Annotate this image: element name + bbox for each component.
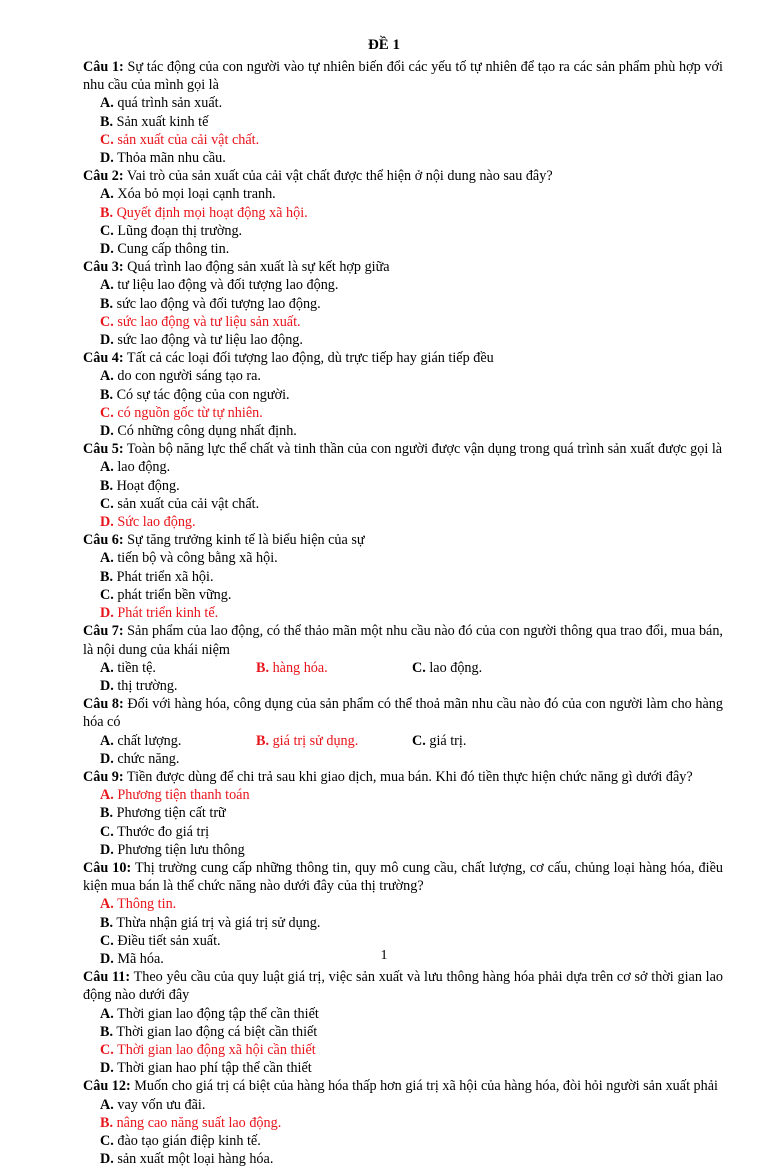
option-text: chức năng. <box>117 750 180 767</box>
option-letter: B. <box>100 568 114 585</box>
question-text: Quá trình lao động sản xuất là sự kết hợp giữa <box>127 259 390 276</box>
option-text: tiến bộ và công bằng xã hội. <box>117 550 278 567</box>
option-letter: A. <box>100 459 114 476</box>
option-text: giá trị. <box>429 732 467 749</box>
answer-option-c <box>100 1041 723 1059</box>
answer-option-b <box>100 477 412 495</box>
option-text: sản xuất của cải vật chất. <box>117 131 260 148</box>
question-stem <box>83 768 723 786</box>
answer-option-b <box>256 732 412 750</box>
option-text: hàng hóa. <box>272 659 328 676</box>
question-text: Tiền được dùng để chi trả sau khi giao dịch, mua bán. Khi đó tiền thực hiện chức năng gì dưới đây? <box>126 768 693 785</box>
option-letter: C. <box>100 932 114 949</box>
answer-option-a <box>100 367 412 385</box>
option-letter: D. <box>100 1151 114 1168</box>
option-letter: D. <box>100 150 114 167</box>
answer-option-c <box>100 131 412 149</box>
question-stem <box>83 695 723 731</box>
question-list <box>83 58 723 1168</box>
option-text: Thỏa mãn nhu cầu. <box>117 150 226 167</box>
question-label: Câu 11: <box>83 969 131 986</box>
question-label: Câu 6: <box>83 532 124 549</box>
question-11 <box>83 968 723 1077</box>
answer-options <box>83 94 723 167</box>
option-text: sản xuất một loại hàng hóa. <box>117 1151 274 1168</box>
answer-option-c <box>100 404 412 422</box>
option-letter: D. <box>100 423 114 440</box>
question-text: Muốn cho giá trị cá biệt của hàng hóa thấp hơn giá trị xã hội của hàng hóa, đòi hỏi người sản xuất phải <box>134 1078 718 1095</box>
option-letter: D. <box>100 950 114 967</box>
question-2 <box>83 167 723 258</box>
question-1 <box>83 58 723 167</box>
option-text: Phương tiện cất trữ <box>116 805 226 822</box>
option-letter: D. <box>100 605 114 622</box>
option-text: Thời gian lao động cá biệt cần thiết <box>116 1023 318 1040</box>
answer-option-a <box>100 732 256 750</box>
option-text: Cung cấp thông tin. <box>117 241 230 258</box>
option-text: Phát triển kinh tế. <box>117 605 219 622</box>
option-text: Thừa nhận giá trị và giá trị sử dụng. <box>116 914 321 931</box>
answer-option-a <box>100 659 256 677</box>
option-text: do con người sáng tạo ra. <box>117 368 261 385</box>
option-letter: B. <box>100 914 114 931</box>
question-label: Câu 4: <box>83 350 124 367</box>
question-label: Câu 8: <box>83 696 124 713</box>
question-text: Theo yêu cầu của quy luật giá trị, việc sản xuất và lưu thông hàng hóa phải dựa trên cơ sở thời gian lao động nào dưới đây <box>83 969 723 1004</box>
answer-option-a <box>100 185 412 203</box>
question-3 <box>83 258 723 349</box>
question-text: Sự tăng trưởng kinh tế là biểu hiện của sự <box>127 532 365 549</box>
answer-option-b <box>100 804 412 822</box>
option-letter: C. <box>412 732 426 749</box>
option-letter: B. <box>100 204 114 221</box>
option-text: phát triển bền vững. <box>117 586 232 603</box>
option-text: Phương tiện thanh toán <box>117 787 250 804</box>
exam-title: ĐỀ 1 <box>367 37 401 53</box>
option-text: sức lao động và tư liệu sản xuất. <box>117 313 301 330</box>
answer-option-d <box>100 513 412 531</box>
option-text: Lũng đoạn thị trường. <box>117 222 243 239</box>
question-7 <box>83 622 723 695</box>
option-text: có nguồn gốc từ tự nhiên. <box>117 404 263 421</box>
question-stem <box>83 968 723 1004</box>
answer-option-d <box>100 1059 723 1077</box>
answer-options <box>83 732 723 768</box>
question-6 <box>83 531 723 622</box>
option-letter: B. <box>100 477 114 494</box>
option-letter: D. <box>100 1060 114 1077</box>
question-label: Câu 10: <box>83 859 132 876</box>
answer-option-a <box>100 895 723 913</box>
answer-option-c <box>100 823 412 841</box>
question-text: Đối với hàng hóa, công dụng của sản phẩm có thể thoả mãn nhu cầu nào đó của con người làm cho hàng hóa có <box>83 696 723 731</box>
answer-option-b <box>100 386 412 404</box>
option-text: Quyết định mọi hoạt động xã hội. <box>116 204 308 221</box>
option-letter: A. <box>100 787 114 804</box>
answer-options <box>83 367 723 440</box>
option-text: Thời gian hao phí tập thể cần thiết <box>117 1060 312 1077</box>
option-text: Có những công dụng nhất định. <box>117 423 297 440</box>
option-text: Sản xuất kinh tế <box>116 113 209 130</box>
question-stem <box>83 1077 723 1095</box>
option-letter: B. <box>256 732 270 749</box>
answer-option-b <box>100 914 723 932</box>
answer-option-b <box>100 568 412 586</box>
question-label: Câu 7: <box>83 623 124 640</box>
answer-option-a <box>100 1005 723 1023</box>
option-letter: A. <box>100 368 114 385</box>
option-text: Phát triển xã hội. <box>116 568 214 585</box>
answer-option-d <box>100 604 412 622</box>
answer-option-b <box>256 659 412 677</box>
option-text: Phương tiện lưu thông <box>117 841 245 858</box>
option-letter: B. <box>100 1114 114 1131</box>
question-stem <box>83 531 723 549</box>
question-8 <box>83 695 723 768</box>
option-letter: B. <box>100 295 114 312</box>
option-letter: A. <box>100 277 114 294</box>
question-4 <box>83 349 723 440</box>
question-stem <box>83 349 723 367</box>
answer-option-a <box>100 458 412 476</box>
option-letter: D. <box>100 514 114 531</box>
answer-options <box>83 458 723 531</box>
question-stem <box>83 58 723 94</box>
option-letter: D. <box>100 841 114 858</box>
option-letter: A. <box>100 1005 114 1022</box>
question-9 <box>83 768 723 859</box>
option-text: tư liệu lao động và đối tượng lao động. <box>117 277 339 294</box>
answer-option-c <box>100 495 412 513</box>
option-letter: C. <box>100 313 114 330</box>
answer-option-c <box>412 732 568 750</box>
question-stem <box>83 440 723 458</box>
answer-options <box>83 786 723 859</box>
option-letter: C. <box>100 586 114 603</box>
option-letter: C. <box>100 131 114 148</box>
question-text: Thị trường cung cấp những thông tin, quy mô cung cầu, chất lượng, cơ cấu, chủng loại hàng hóa, điều kiện mua bán là thể chức năng nào dưới đây của thị trường? <box>83 859 723 895</box>
option-text: Sức lao động. <box>117 514 196 531</box>
answer-option-b <box>100 295 412 313</box>
option-text: sức lao động và tư liệu lao động. <box>117 332 303 349</box>
option-text: chất lượng. <box>117 732 182 749</box>
answer-option-d <box>100 240 412 258</box>
option-text: Thời gian lao động tập thể cần thiết <box>117 1005 319 1022</box>
option-letter: C. <box>100 404 114 421</box>
answer-option-d <box>100 422 412 440</box>
option-text: Điều tiết sản xuất. <box>117 932 221 949</box>
option-text: Có sự tác động của con người. <box>116 386 290 403</box>
answer-options <box>83 659 723 695</box>
option-letter: C. <box>412 659 426 676</box>
answer-option-b <box>100 1023 723 1041</box>
option-letter: B. <box>100 1023 114 1040</box>
option-letter: A. <box>100 95 114 112</box>
option-letter: A. <box>100 732 114 749</box>
option-text: tiền tệ. <box>117 659 156 676</box>
question-text: Vai trò của sản xuất của cải vật chất được thể hiện ở nội dung nào sau đây? <box>126 168 553 185</box>
answer-option-a <box>100 94 412 112</box>
option-text: quá trình sản xuất. <box>117 95 223 112</box>
question-label: Câu 1: <box>83 59 124 75</box>
question-text: Tất cả các loại đối tượng lao động, dù trực tiếp hay gián tiếp đều <box>126 350 494 367</box>
option-letter: B. <box>100 386 114 403</box>
answer-options <box>83 185 723 258</box>
option-letter: C. <box>100 495 114 512</box>
question-label: Câu 5: <box>83 441 124 458</box>
answer-option-d <box>100 1150 412 1168</box>
answer-options <box>83 1005 723 1078</box>
option-text: lao động. <box>429 659 483 676</box>
option-text: đào tạo gián điệp kinh tế. <box>117 1132 261 1149</box>
question-5 <box>83 440 723 531</box>
option-text: sản xuất của cải vật chất. <box>117 495 260 512</box>
answer-option-a <box>100 549 412 567</box>
answer-options <box>83 549 723 622</box>
answer-option-b <box>100 1114 412 1132</box>
answer-option-a <box>100 1096 412 1114</box>
option-text: Thông tin. <box>117 896 177 913</box>
answer-options <box>83 276 723 349</box>
answer-option-b <box>100 113 412 131</box>
option-text: Thước đo giá trị <box>117 823 210 840</box>
option-letter: D. <box>100 332 114 349</box>
answer-option-d <box>100 677 256 695</box>
option-text: thị trường. <box>117 677 178 694</box>
option-letter: D. <box>100 241 114 258</box>
option-letter: A. <box>100 186 114 203</box>
question-text: Sự tác động của con người vào tự nhiên biến đổi các yếu tố tự nhiên để tạo ra các sản phẩm phù hợp với nhu cầu của mình gọi là <box>83 59 723 94</box>
option-text: giá trị sử dụng. <box>272 732 359 749</box>
answer-option-a <box>100 786 412 804</box>
question-label: Câu 3: <box>83 259 124 276</box>
option-letter: B. <box>100 113 114 130</box>
answer-option-c <box>100 313 412 331</box>
answer-option-d <box>100 149 412 167</box>
option-text: nâng cao năng suất lao động. <box>116 1114 282 1131</box>
answer-option-d <box>100 331 412 349</box>
option-letter: A. <box>100 550 114 567</box>
option-letter: B. <box>256 659 270 676</box>
option-letter: B. <box>100 805 114 822</box>
question-stem <box>83 859 723 895</box>
question-stem <box>83 622 723 658</box>
page-number: 1 <box>380 948 388 963</box>
option-letter: D. <box>100 750 114 767</box>
answer-option-d <box>100 841 412 859</box>
option-letter: D. <box>100 677 114 694</box>
option-text: Mã hóa. <box>117 950 164 967</box>
question-label: Câu 12: <box>83 1078 131 1095</box>
question-text: Toàn bộ năng lực thể chất và tinh thần của con người được vận dụng trong quá trình sản xuất được gọi là <box>126 441 723 458</box>
answer-options <box>83 1096 723 1168</box>
option-text: lao động. <box>117 459 171 476</box>
answer-option-c <box>100 586 412 604</box>
option-text: sức lao động và đối tượng lao động. <box>116 295 321 312</box>
answer-option-b <box>100 204 412 222</box>
answer-option-c <box>100 1132 412 1150</box>
option-text: Hoạt động. <box>116 477 180 494</box>
option-letter: C. <box>100 1132 114 1149</box>
question-label: Câu 2: <box>83 168 124 185</box>
answer-option-a <box>100 276 412 294</box>
answer-option-c <box>412 659 568 677</box>
question-text: Sản phẩm của lao động, có thể thảo mãn một nhu cầu nào đó của con người thông qua trao đổi, mua bán, là nội dung của khái niệm <box>83 623 723 658</box>
option-text: vay vốn ưu đãi. <box>117 1096 206 1113</box>
option-letter: C. <box>100 1041 114 1058</box>
question-stem <box>83 167 723 185</box>
option-letter: A. <box>100 659 114 676</box>
option-letter: C. <box>100 823 114 840</box>
answer-option-c <box>100 222 412 240</box>
question-label: Câu 9: <box>83 768 124 785</box>
option-letter: C. <box>100 222 114 239</box>
question-12 <box>83 1077 723 1168</box>
option-letter: A. <box>100 896 114 913</box>
answer-option-d <box>100 750 256 768</box>
option-text: Thời gian lao động xã hội cần thiết <box>117 1041 316 1058</box>
question-stem <box>83 258 723 276</box>
option-text: Xóa bỏ mọi loại cạnh tranh. <box>117 186 276 203</box>
option-letter: A. <box>100 1096 114 1113</box>
